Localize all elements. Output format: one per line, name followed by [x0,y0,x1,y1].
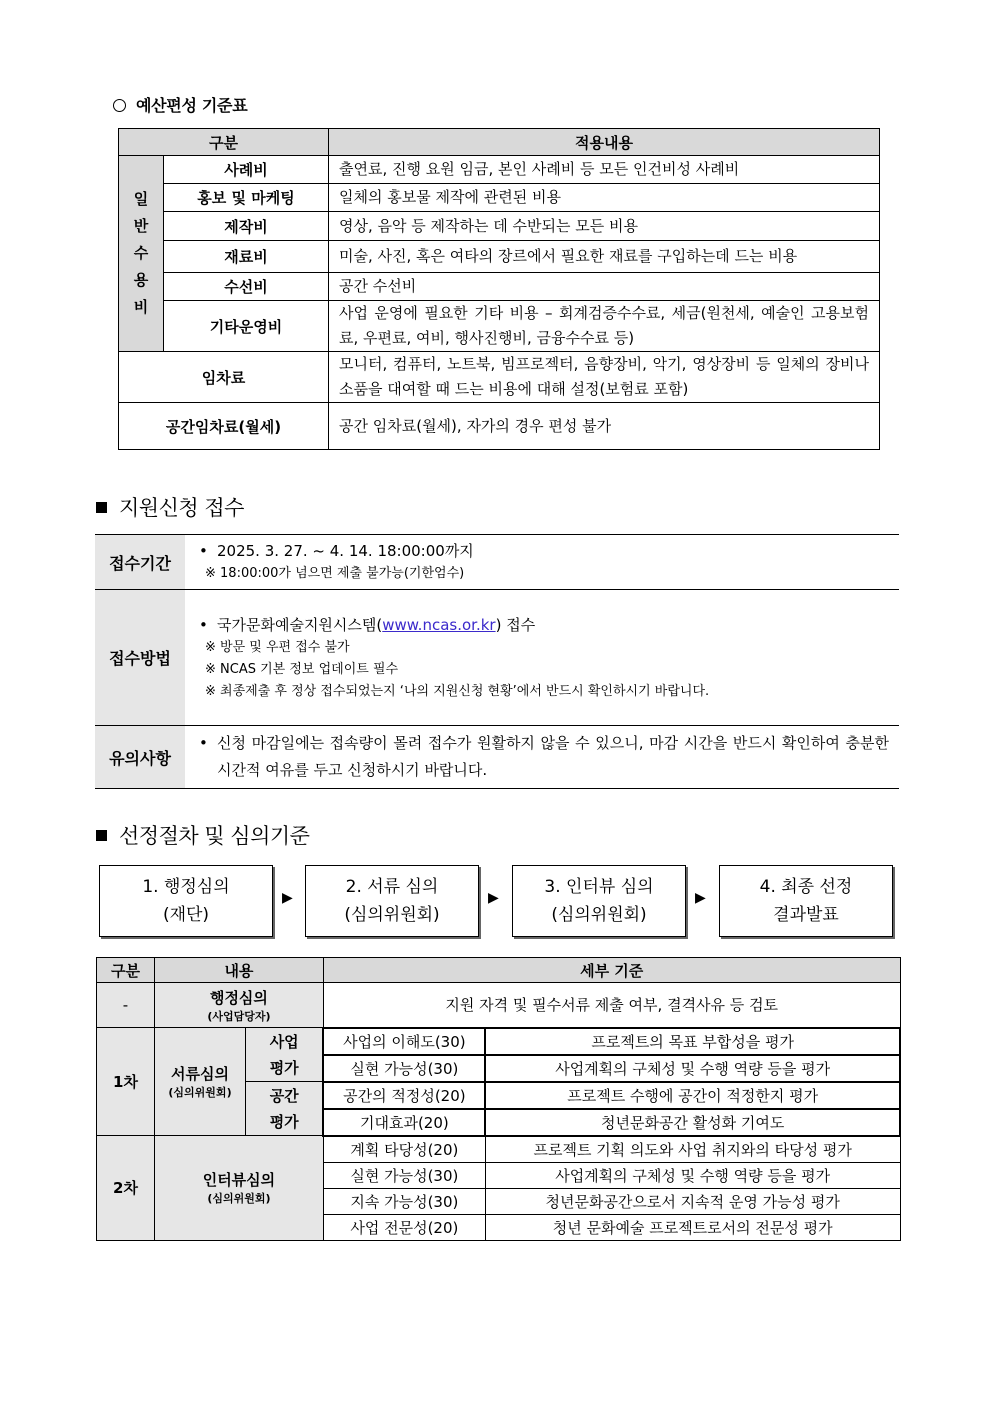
admin-desc: 지원 자격 및 필수서류 제출 여부, 결격사유 등 검토 [323,983,900,1028]
criteria-item: 계획 타당성(20) [323,1136,485,1163]
criteria-item: 사업의 이해도(30) [323,1028,485,1055]
budget-row-label: 사례비 [164,156,329,184]
group-label-char: 일 [133,190,149,208]
method-pre: 국가문화예술지원시스템( [217,615,383,634]
step-title: 2. 서류 심의 [345,877,439,897]
group-label-char: 반 [133,217,149,235]
arrow-right-icon: ▶ [695,890,706,906]
step-title: 3. 인터뷰 심의 [544,877,654,897]
arrow-right-icon: ▶ [282,890,293,906]
step-sub: (재단) [162,905,210,925]
circle-bullet-icon [113,99,126,112]
criteria-desc: 사업계획의 구체성 및 수행 역량 등을 평가 [485,1162,900,1188]
method-post: ) 접수 [495,615,536,634]
budget-row-desc: 출연료, 진행 요원 임금, 본인 사례비 등 모든 인건비성 사례비 [329,156,880,184]
budget-row-desc: 미술, 사진, 혹은 여타의 장르에서 필요한 재료를 구입하는데 드는 비용 [329,241,880,273]
group-label-char: 수 [133,244,149,262]
stage-cell: 2차 [97,1136,155,1241]
budget-section-title [113,93,247,116]
criteria-table [96,957,901,1241]
ncas-link[interactable]: www.ncas.or.kr [382,615,496,634]
criteria-desc: 프로젝트 기획 의도와 사업 취지와의 타당성 평가 [485,1136,900,1163]
criteria-header: 구분 [97,958,155,983]
caution-text: • 신청 마감일에는 접속량이 몰려 접수가 원활하지 않을 수 있으니, 마감 시간을 반드시 확인하여 충분한 시간적 여유를 두고 신청하시기 바랍니다. [199,730,889,784]
category-cell: 평가 [246,1109,324,1136]
method-note: ※ 최종제출 후 정상 접수되었는지 ‘나의 지원신청 현황’에서 반드시 확인하시기 바랍니다. [205,683,710,699]
square-bullet-icon [96,502,107,513]
budget-row-label: 홍보 및 마케팅 [164,184,329,212]
period-label: 접수기간 [95,535,185,590]
criteria-desc: 청년 문화예술 프로젝트로서의 전문성 평가 [485,1214,900,1240]
category-cell: 사업 [246,1028,324,1055]
step-sub: 결과발표 [773,905,839,925]
review-sub: (심의위원회) [168,1086,232,1099]
doc-review-cell [155,1028,246,1136]
criteria-desc: 프로젝트 수행에 공간이 적정한지 평가 [485,1082,900,1109]
criteria-header: 세부 기준 [323,958,900,983]
budget-row-desc: 사업 운영에 필요한 기타 비용 – 회계검증수수료, 세금(원천세, 예술인 고용보험료, 우편료, 여비, 행사진행비, 금융수수료 등) [329,301,880,352]
interview-review-cell [155,1136,324,1241]
step-sub: (심의위원회) [344,905,440,925]
criteria-item: 실현 가능성(30) [323,1162,485,1188]
criteria-item: 실현 가능성(30) [323,1055,485,1082]
category-cell: 평가 [246,1055,324,1082]
step-title: 4. 최종 선정 [759,877,853,897]
method-note: ※ NCAS 기본 정보 업데이트 필수 [205,661,399,677]
criteria-item: 공간의 적정성(20) [323,1082,485,1109]
budget-row-desc: 일체의 홍보물 제작에 관련된 비용 [329,184,880,212]
apply-title-text: 지원신청 접수 [119,496,244,520]
period-text: • 2025. 3. 27. ~ 4. 14. 18:00:00까지 [199,542,474,560]
criteria-item: 사업 전문성(20) [323,1214,485,1240]
budget-header-content: 적용내용 [329,129,880,156]
step-box-2 [305,865,479,937]
caution-cell [185,726,899,789]
method-note: ※ 방문 및 우편 접수 불가 [205,639,350,655]
apply-section-title [96,492,244,522]
category-cell: 공간 [246,1082,324,1109]
review-sub: (사업담당자) [207,1009,271,1023]
caution-value: 신청 마감일에는 접속량이 몰려 접수가 원활하지 않을 수 있으니, 마감 시간을 반드시 확인하여 충분한 시간적 여유를 두고 신청하시기 바랍니다. [217,734,889,779]
method-cell [185,590,899,726]
criteria-desc: 청년문화공간으로서 지속적 운영 가능성 평가 [485,1188,900,1214]
budget-row-desc: 모니터, 컴퓨터, 노트북, 빔프로젝터, 음향장비, 악기, 영상장비 등 일체의 장비나 소품을 대여할 때 드는 비용에 대해 설정(보험료 포함) [329,352,880,403]
criteria-item: 기대효과(20) [323,1109,485,1136]
budget-title-text: 예산편성 기준표 [136,96,248,115]
budget-table [118,128,880,450]
criteria-item: 지속 가능성(30) [323,1188,485,1214]
criteria-desc: 사업계획의 구체성 및 수행 역량 등을 평가 [485,1055,900,1082]
step-sub: (심의위원회) [551,905,647,925]
method-label: 접수방법 [95,590,185,726]
budget-row-desc: 영상, 음악 등 제작하는 데 수반되는 모든 비용 [329,212,880,241]
square-bullet-icon [96,830,107,841]
general-expense-label [119,156,164,352]
budget-row-desc: 공간 수선비 [329,273,880,301]
selection-title-text: 선정절차 및 심의기준 [119,824,310,848]
budget-row-desc: 공간 임차료(월세), 자가의 경우 편성 불가 [329,403,880,450]
apply-table [95,534,899,789]
caution-label: 유의사항 [95,726,185,789]
budget-row-label: 재료비 [164,241,329,273]
review-name: 서류심의 [171,1065,229,1083]
selection-section-title [96,820,309,850]
review-name: 행정심의 [209,988,268,1007]
period-cell [185,535,899,590]
period-note: ※ 18:00:00가 넘으면 제출 불가능(기한엄수) [205,566,465,581]
review-name: 인터뷰심의 [202,1171,276,1190]
step-box-1 [99,865,273,937]
step-box-3 [512,865,686,937]
stage-cell: - [97,983,155,1028]
stage-cell: 1차 [97,1028,155,1136]
step-box-4 [719,865,893,937]
group-label-char: 비 [133,298,149,316]
group-label-char: 용 [133,271,149,289]
criteria-desc: 청년문화공간 활성화 기여도 [485,1109,900,1136]
criteria-desc: 프로젝트의 목표 부합성을 평가 [485,1028,900,1055]
method-text: • 국가문화예술지원시스템(www.ncas.or.kr) 접수 [199,615,536,634]
budget-row-label: 기타운영비 [164,301,329,352]
budget-row-label: 임차료 [119,352,329,403]
budget-row-label: 수선비 [164,273,329,301]
arrow-right-icon: ▶ [488,890,499,906]
review-sub: (심의위원회) [207,1192,271,1206]
budget-header-category: 구분 [119,129,329,156]
period-value: 2025. 3. 27. ~ 4. 14. 18:00:00까지 [217,542,474,560]
budget-row-label: 공간임차료(월세) [119,403,329,450]
budget-row-label: 제작비 [164,212,329,241]
admin-review-cell [155,983,324,1028]
criteria-header: 내용 [155,958,324,983]
step-title: 1. 행정심의 [142,877,230,897]
